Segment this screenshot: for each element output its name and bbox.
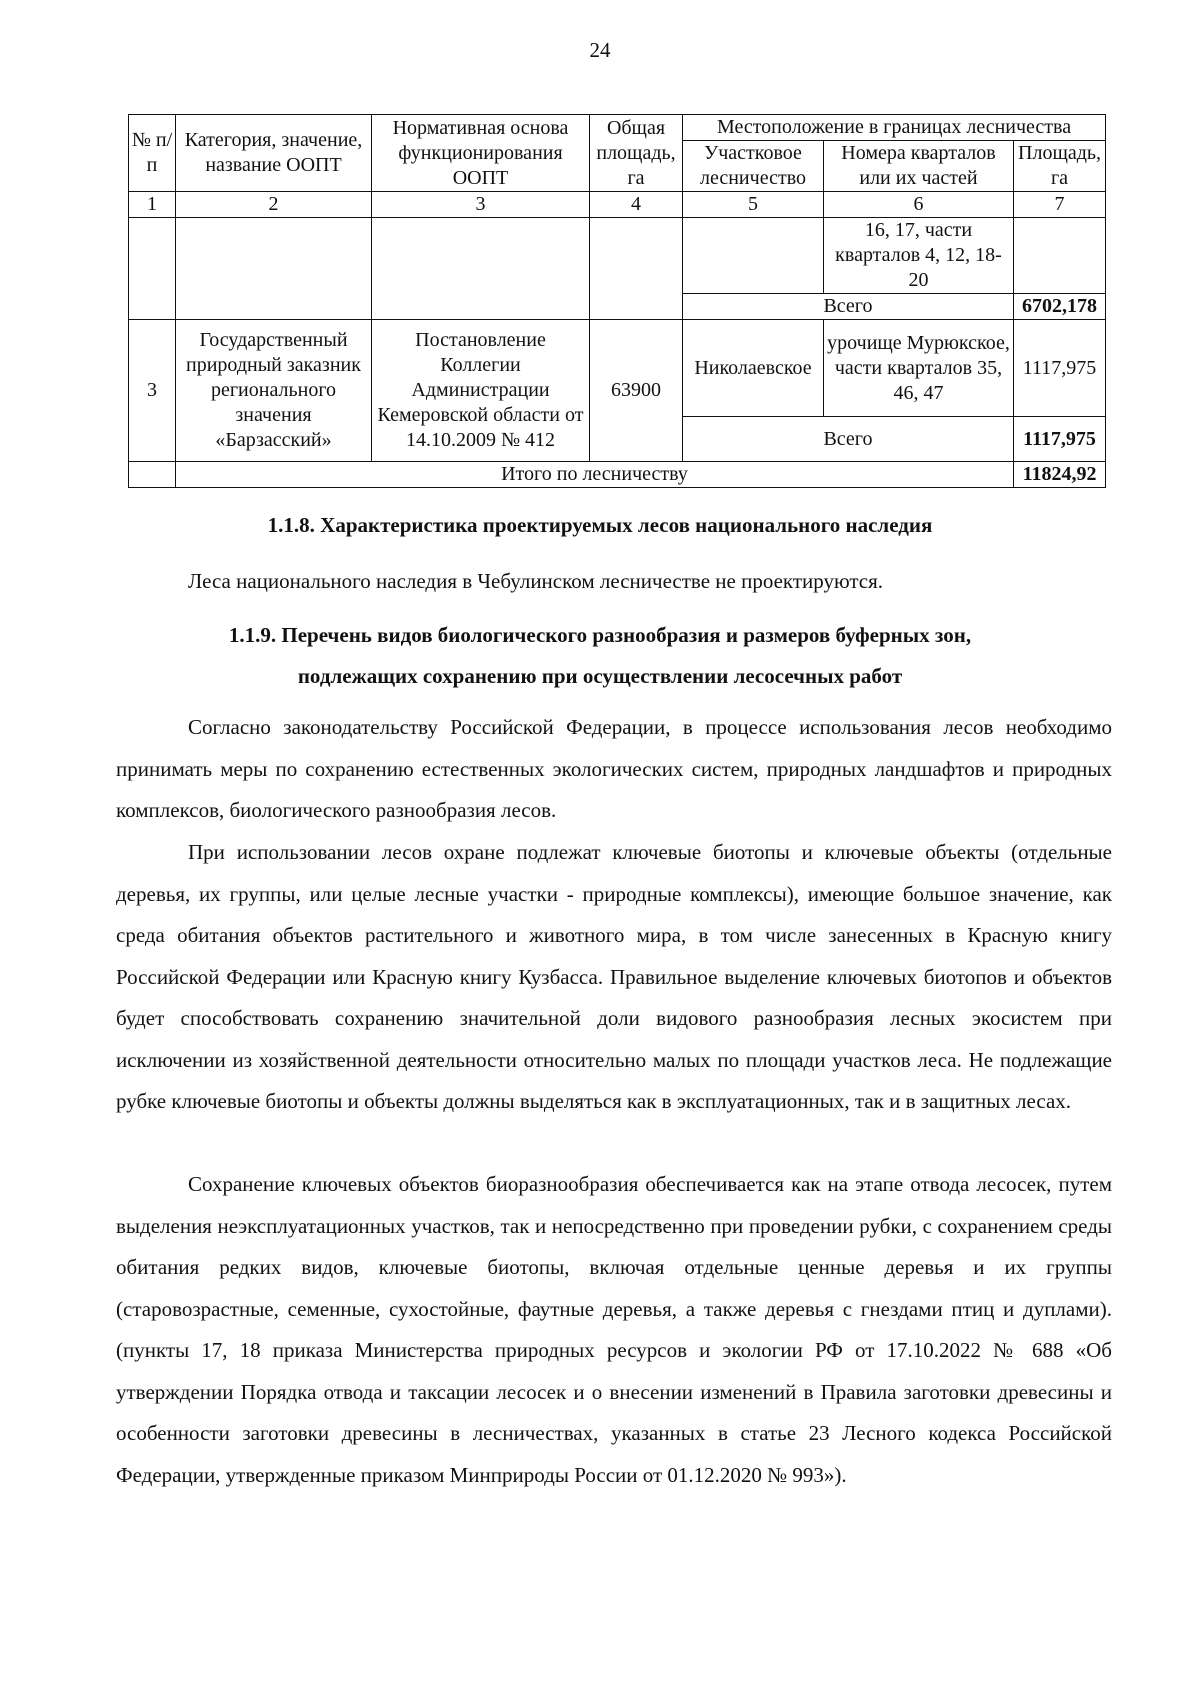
row3-total-label: Всего bbox=[683, 417, 1014, 462]
col-number: 3 bbox=[372, 192, 590, 218]
header-quarters: Номера кварталов или их частей bbox=[824, 141, 1014, 192]
cell-empty bbox=[176, 218, 372, 320]
header-num: № п/п bbox=[129, 115, 176, 192]
header-area: Площадь, га bbox=[1014, 141, 1106, 192]
page-number: 24 bbox=[589, 38, 611, 62]
section-118-text: Леса национального наследия в Чебулинском лесничестве не проектируются. bbox=[188, 569, 884, 593]
row3-num: 3 bbox=[129, 320, 176, 462]
row3-district: Николаевское bbox=[683, 320, 824, 417]
header-category: Категория, значение, название ООПТ bbox=[176, 115, 372, 192]
paragraph: При использовании лесов охране подлежат ключевые биотопы и ключевые объекты (отдельные деревья, их группы, или целые лесные участки - природные комплексы), имеющие большое значение, как среда обитания объектов растительного и животного мира, в том числе занесенных в Красную книгу Российской Федерации или Красную книгу Кузбасса. Правильное выделение ключевых биотопов и объектов будет способствовать сохранению значительной доли видового разнообразия лесных экосистем при исключении из хозяйственной деятельности относительно малых по площади участков леса. Не подлежащие рубке ключевые биотопы и объекты должны выделяться как в эксплуатационных, так и в защитных лесах. bbox=[116, 840, 1112, 1113]
continuation-total-value: 6702,178 bbox=[1014, 294, 1106, 320]
cell-empty bbox=[372, 218, 590, 320]
grand-total-label: Итого по лесничеству bbox=[176, 462, 1014, 488]
section-118-heading: 1.1.8. Характеристика проектируемых лесов национального наследия bbox=[267, 513, 933, 537]
col-number: 1 bbox=[129, 192, 176, 218]
header-basis: Нормативная основа функционирования ООПТ bbox=[372, 115, 590, 192]
paragraph: Согласно законодательству Российской Федерации, в процессе использования лесов необходимо принимать меры по сохранению естественных экологических систем, природных ландшафтов и природных комплексов, биологического разнообразия лесов. bbox=[116, 715, 1112, 822]
col-number: 6 bbox=[824, 192, 1014, 218]
column-number-row bbox=[129, 192, 1106, 218]
row3-quarters: урочище Мурюкское, части кварталов 35, 46, 47 bbox=[824, 320, 1014, 417]
row3-total-value: 1117,975 bbox=[1014, 417, 1106, 462]
cell-empty bbox=[1014, 218, 1106, 294]
grand-total-value: 11824,92 bbox=[1014, 462, 1106, 488]
cell-empty bbox=[129, 218, 176, 320]
cell-empty bbox=[683, 218, 824, 294]
row3-category: Государственный природный заказник регионального значения «Барзасский» bbox=[176, 320, 372, 462]
header-total-area: Общая площадь, га bbox=[590, 115, 683, 192]
continuation-quarters: 16, 17, части кварталов 4, 12, 18-20 bbox=[824, 218, 1014, 294]
col-number: 2 bbox=[176, 192, 372, 218]
grand-total-row bbox=[129, 462, 1106, 488]
section-119-heading-line2: подлежащих сохранению при осуществлении лесосечных работ bbox=[297, 664, 903, 688]
header-row bbox=[129, 115, 1106, 141]
header-district: Участковое лесничество bbox=[683, 141, 824, 192]
oopt-table bbox=[128, 114, 1106, 488]
paragraph: Сохранение ключевых объектов биоразнообразия обеспечивается как на этапе отвода лесосек, путем выделения неэксплуатационных участков, так и непосредственно при проведении рубки, с сохранением среды обитания редких видов, ключевые биотопы, включая отдельные ценные деревья и их группы (старовозрастные, семенные, сухостойные, фаутные деревья, а также деревья с гнездами птиц и дуплами).(пункты 17, 18 приказа Министерства природных ресурсов и экологии РФ от 17.10.2022 № 688 «Об утверждении Порядка отвода и таксации лесосек и о внесении изменений в Правила заготовки древесины и особенности заготовки древесины в лесничествах, указанных в статье 23 Лесного кодекса Российской Федерации, утвержденные приказом Минприроды России от 01.12.2020 № 993»). bbox=[116, 1172, 1112, 1487]
table-row-3 bbox=[129, 320, 1106, 417]
continuation-row bbox=[129, 218, 1106, 294]
cell-empty bbox=[129, 462, 176, 488]
col-number: 4 bbox=[590, 192, 683, 218]
col-number: 5 bbox=[683, 192, 824, 218]
col-number: 7 bbox=[1014, 192, 1106, 218]
row3-total-area: 63900 bbox=[590, 320, 683, 462]
header-location-group: Местоположение в границах лесничества bbox=[683, 115, 1106, 141]
cell-empty bbox=[590, 218, 683, 320]
row3-area: 1117,975 bbox=[1014, 320, 1106, 417]
section-119-heading-line1: 1.1.9. Перечень видов биологического разнообразия и размеров буферных зон, bbox=[228, 623, 972, 647]
continuation-total-label: Всего bbox=[683, 294, 1014, 320]
row3-basis: Постановление Коллегии Администрации Кемеровской области от 14.10.2009 № 412 bbox=[372, 320, 590, 462]
